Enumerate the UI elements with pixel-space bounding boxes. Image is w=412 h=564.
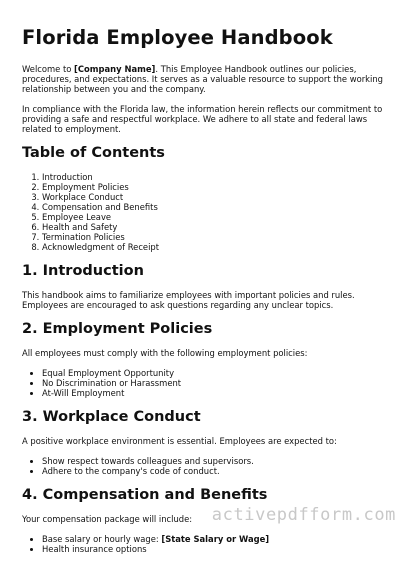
- toc-item: 8. Acknowledgment of Receipt: [42, 242, 394, 252]
- intro-text-before: Welcome to: [22, 64, 75, 74]
- section-2-heading: 2. Employment Policies: [22, 321, 213, 337]
- document-title: Florida Employee Handbook: [22, 26, 333, 49]
- intro-paragraph: [22, 64, 394, 94]
- toc-item: 2. Employment Policies: [42, 182, 394, 192]
- toc-item: 7. Termination Policies: [42, 232, 394, 242]
- section-4-text: Your compensation package will include:: [22, 514, 193, 524]
- section-1-text: This handbook aims to familiarize employees with important policies and rules. Employees are encouraged to ask questions regarding any unclear topics.: [22, 290, 355, 310]
- toc-item: 4. Compensation and Benefits: [42, 202, 394, 212]
- benefit-item-text: Base salary or hourly wage:: [42, 534, 162, 544]
- compliance-paragraph: In compliance with the Florida law, the information herein reflects our commitment to providing a safe and respectful workplace. We adhere to all state and federal laws related to employment.: [22, 104, 383, 134]
- intro-text-after: . This Employee Handbook outlines our policies, procedures, and expectations. It serves as a valuable resource to support the working relationship between you and the company.: [22, 64, 383, 94]
- section-3-list: [22, 456, 394, 476]
- toc-list: [22, 172, 394, 252]
- section-4-list: [22, 534, 394, 554]
- toc-item: 5. Employee Leave: [42, 212, 394, 222]
- policy-item: • No Discrimination or Harassment: [42, 378, 394, 388]
- salary-placeholder: [State Salary or Wage]: [161, 534, 270, 544]
- toc-item: 6. Health and Safety: [42, 222, 394, 232]
- toc-item: 1. Introduction: [42, 172, 394, 182]
- section-2-text: All employees must comply with the following employment policies:: [22, 348, 308, 358]
- section-3-text: A positive workplace environment is essential. Employees are expected to:: [22, 436, 337, 446]
- policy-item: • Equal Employment Opportunity: [42, 368, 394, 378]
- toc-heading: Table of Contents: [22, 145, 165, 161]
- benefit-item: [42, 544, 394, 554]
- company-name-placeholder: [Company Name]: [74, 64, 156, 74]
- toc-item: 3. Workplace Conduct: [42, 192, 394, 202]
- benefit-item: [42, 534, 394, 544]
- section-4-heading: 4. Compensation and Benefits: [22, 487, 268, 503]
- site-watermark: activepdfform.com: [211, 505, 396, 525]
- section-1-heading: 1. Introduction: [22, 263, 144, 279]
- policy-item: • At-Will Employment: [42, 388, 394, 398]
- section-3-heading: 3. Workplace Conduct: [22, 409, 201, 425]
- benefit-item-text: Health insurance options: [42, 544, 147, 554]
- conduct-item: • Show respect towards colleagues and supervisors.: [42, 456, 394, 466]
- section-2-list: [22, 368, 394, 398]
- document-page: [22, 26, 394, 564]
- conduct-item: • Adhere to the company's code of conduct.: [42, 466, 394, 476]
